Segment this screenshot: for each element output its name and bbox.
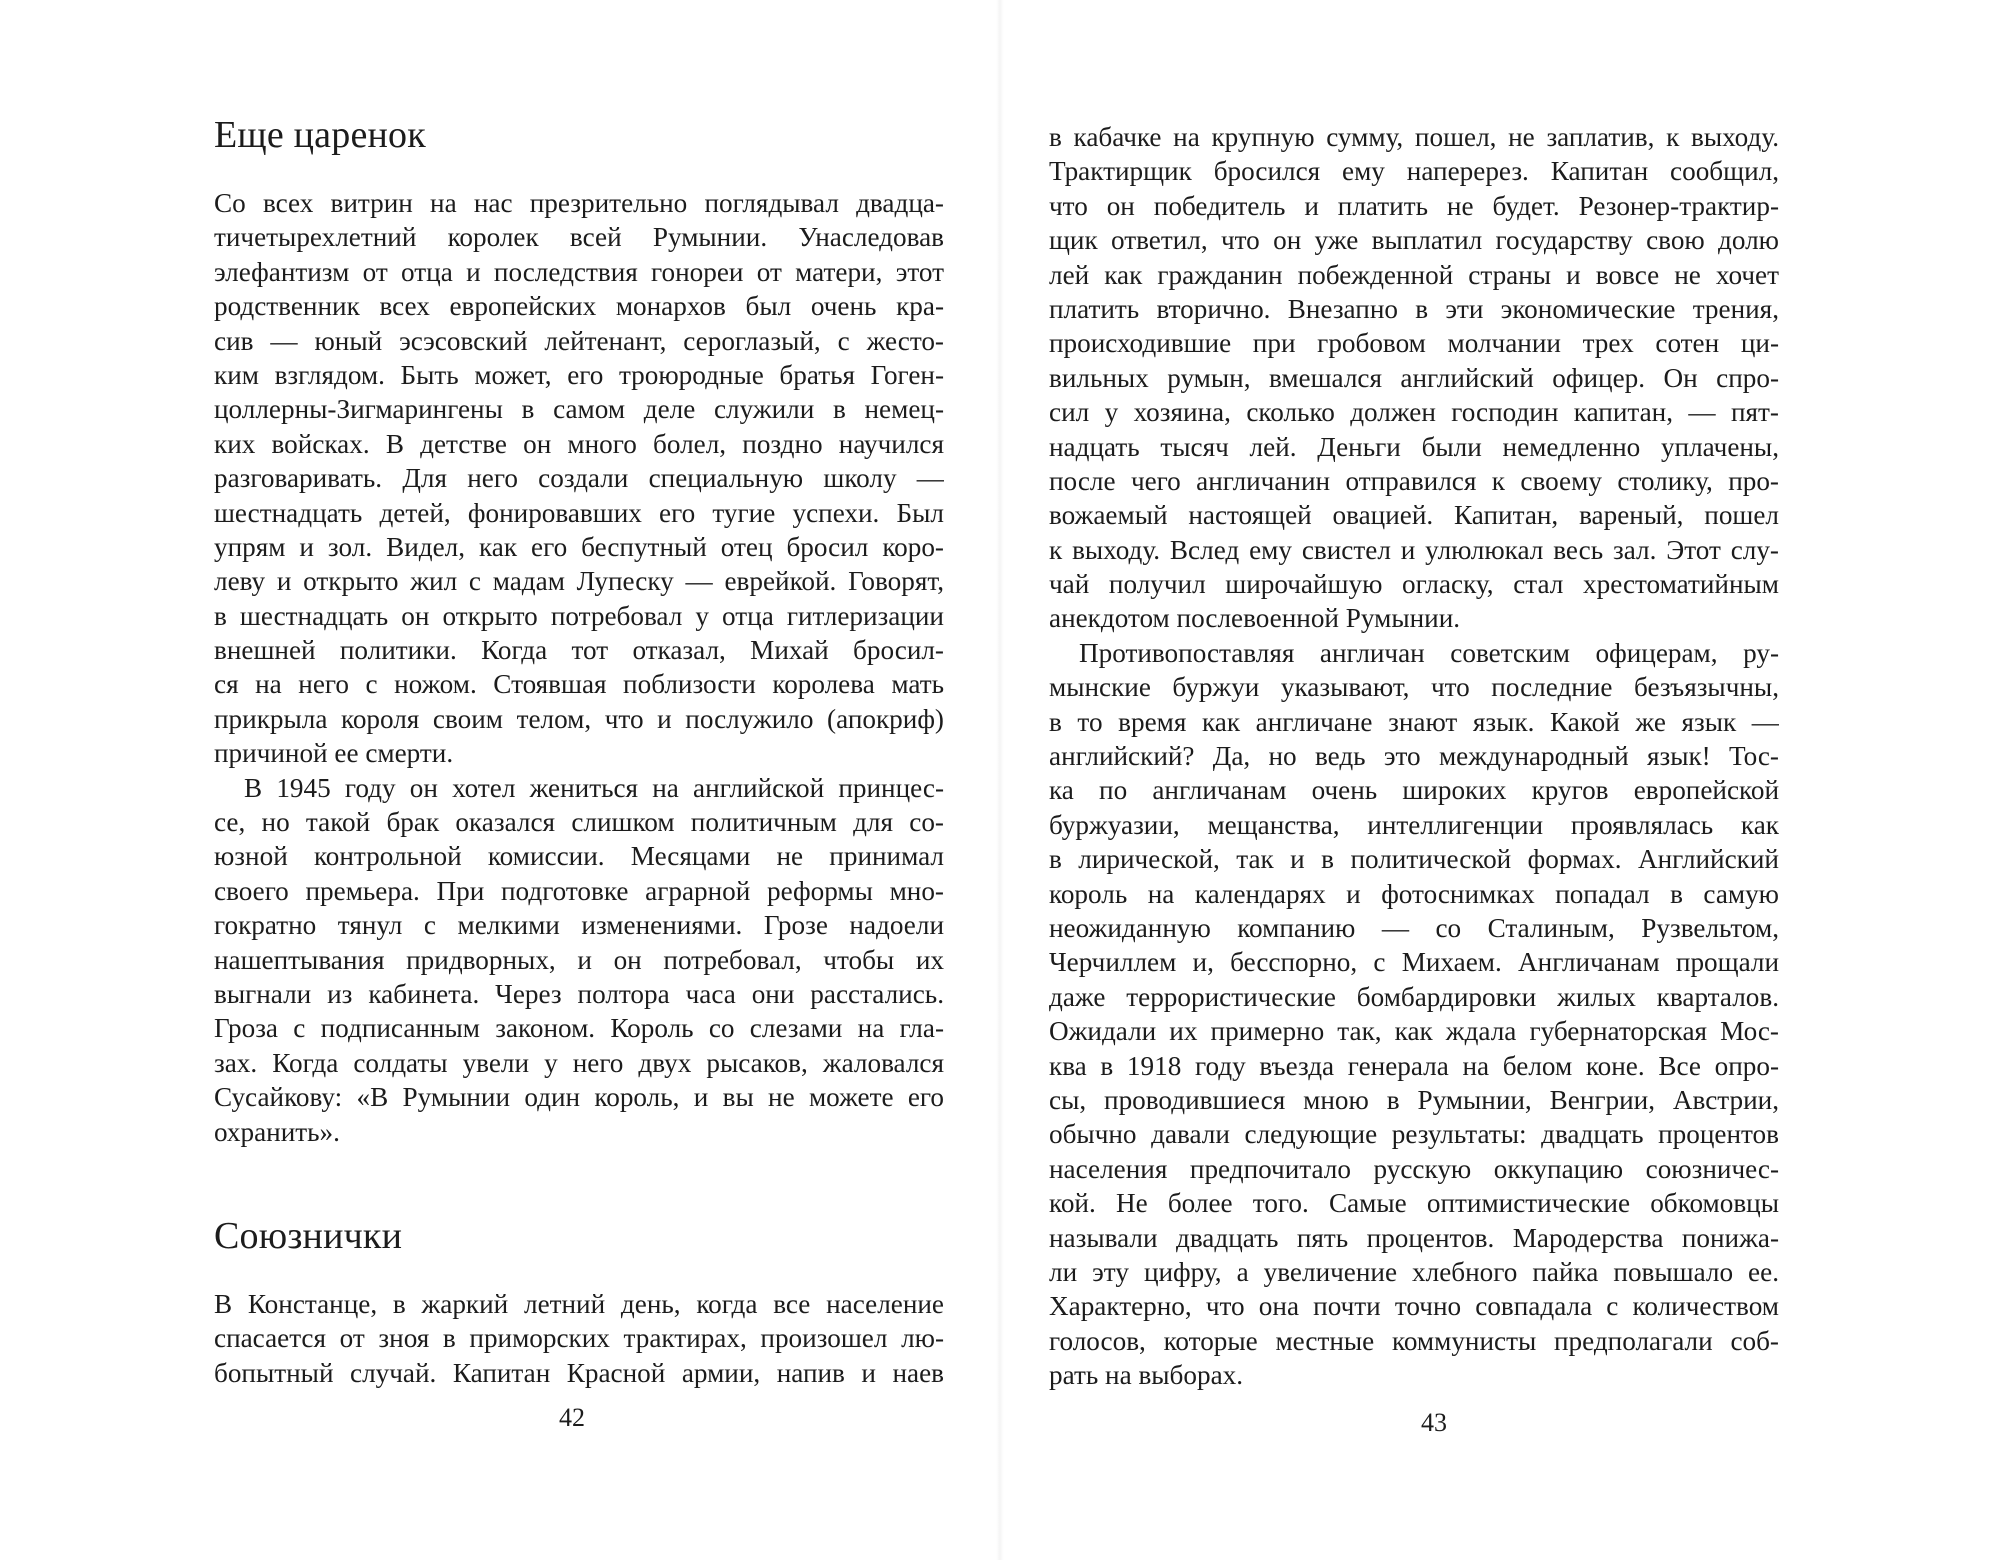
text-line: мынские буржуи указывают, что последние безъязычны, [1049, 672, 1779, 703]
text-line: надцать тысяч лей. Деньги были немедленно уплачены, [1049, 431, 1779, 462]
text-line: в лирической, так и в политической формах. Английский [1049, 844, 1779, 875]
text-line: внешней политики. Когда тот отказал, Михай бросил- [214, 635, 944, 666]
text-line: Характерно, что она почти точно совпадала с количеством [1049, 1291, 1779, 1322]
text-line: кой. Не более того. Самые оптимистические обкомовцы [1049, 1188, 1779, 1219]
text-line: бопытный случай. Капитан Красной армии, напив и наев [214, 1357, 944, 1388]
text-line: Противопоставляя англичан советским офицерам, ру- [1079, 637, 1779, 668]
text-line: тичетырехлетний королек всей Румынии. Унаследовав [214, 222, 944, 253]
text-line: юзной контрольной комиссии. Месяцами не принимал [214, 841, 944, 872]
left-page-text-column [214, 112, 944, 1390]
text-line: Со всех витрин на нас презрительно поглядывал двадца- [214, 188, 944, 218]
text-line: своего премьера. При подготовке аграрной реформы мно- [214, 875, 944, 906]
text-line: элефантизм от отца и последствия гонореи от матери, этот [214, 256, 944, 287]
text-line: нашептывания придворных, и он потребовал, чтобы их [214, 944, 944, 975]
text-line: Черчиллем и, бесспорно, с Михаем. Англичанам прощали [1049, 947, 1779, 978]
text-line: шестнадцать детей, фонировавших его тугие успехи. Был [214, 497, 944, 528]
section2-body [214, 1287, 944, 1390]
text-line: сы, проводившиеся мною в Румынии, Венгрии, Австрии, [1049, 1084, 1779, 1115]
text-line: к выходу. Вслед ему свистел и улюлюкал весь зал. Этот слу- [1049, 534, 1779, 565]
text-line: после чего англичанин отправился к своему столику, про- [1049, 465, 1779, 496]
text-line: В 1945 году он хотел жениться на английской принцес- [244, 772, 944, 803]
text-line: охранить». [214, 1116, 340, 1147]
text-line: что он победитель и платить не будет. Резонер-трактир- [1049, 190, 1779, 221]
text-line: Ожидали их примерно так, как ждала губернаторская Мос- [1049, 1016, 1779, 1047]
text-line: Трактирщик бросился ему наперерез. Капитан сообщил, [1049, 156, 1779, 187]
section-title-eshche-tsarenok: Еще царенок [214, 114, 426, 156]
text-line: неожиданную компанию — со Сталиным, Рузвельтом, [1049, 912, 1779, 943]
text-line: ка по англичанам очень широких кругов европейской [1049, 775, 1779, 806]
text-line: прикрыла короля своим телом, что и послужило (апокриф) [214, 703, 944, 734]
text-line: лей как гражданин побежденной страны и вовсе не хочет [1049, 259, 1779, 290]
text-line: леву и открыто жил с мадам Лупеску — еврейкой. Говорят, [214, 566, 944, 597]
text-line: даже террористические бомбардировки жилых кварталов. [1049, 981, 1779, 1012]
text-line: зах. Когда солдаты увели у него двух рысаков, жаловался [214, 1047, 944, 1078]
right-page [1000, 0, 2000, 1560]
text-line: населения предпочитало русскую оккупацию союзничес- [1049, 1153, 1779, 1184]
text-line: голосов, которые местные коммунисты предполагали соб- [1049, 1325, 1779, 1356]
text-line: происходившие при гробовом молчании трех сотен ци- [1049, 328, 1779, 359]
text-line: называли двадцать пять процентов. Мародерства понижа- [1049, 1222, 1779, 1253]
text-line: в то время как англичане знают язык. Какой же язык — [1049, 706, 1779, 737]
page-number-left: 42 [559, 1403, 585, 1432]
right-page-body [1049, 120, 1779, 1392]
text-line: сив — юный эсэсовский лейтенант, сероглазый, с жесто- [214, 325, 944, 356]
text-line: король на календарях и фотоснимках попадал в самую [1049, 878, 1779, 909]
text-line: в кабачке на крупную сумму, пошел, не заплатив, к выходу. [1049, 122, 1779, 152]
text-line: ква в 1918 году въезда генерала на белом коне. Все опро- [1049, 1050, 1779, 1081]
text-line: ли эту цифру, а увеличение хлебного пайка повышало ее. [1049, 1256, 1779, 1287]
text-line: буржуазии, мещанства, интеллигенции проявлялась как [1049, 809, 1779, 840]
text-line: платить вторично. Внезапно в эти экономические трения, [1049, 293, 1779, 324]
text-line: вильных румын, вмешался английский офицер. Он спро- [1049, 362, 1779, 393]
text-line: Гроза с подписанным законом. Король со слезами на гла- [214, 1013, 944, 1044]
text-line: выгнали из кабинета. Через полтора часа они расстались. [214, 978, 944, 1009]
text-line: английский? Да, но ведь это международный язык! Тос- [1049, 741, 1779, 772]
text-line: Сусайкову: «В Румынии один король, и вы не можете его [214, 1082, 944, 1113]
page-number-right: 43 [1421, 1408, 1447, 1437]
text-line: спасается от зноя в приморских трактирах, произошел лю- [214, 1323, 944, 1354]
text-line: рать на выборах. [1049, 1360, 1244, 1391]
text-line: в шестнадцать он открыто потребовал у отца гитлеризации [214, 600, 944, 631]
text-line: обычно давали следующие результаты: двадцать процентов [1049, 1119, 1779, 1150]
right-page-text-column [1049, 120, 1779, 1392]
text-line: се, но такой брак оказался слишком политичным для со- [214, 807, 944, 838]
section1-body [214, 186, 944, 1149]
text-line: анекдотом послевоенной Румынии. [1049, 603, 1461, 634]
text-line: щик ответил, что он уже выплатил государству свою долю [1049, 225, 1779, 256]
section-title-soyuznichki: Союзнички [214, 1214, 403, 1257]
text-line: вожаемый настоящей овацией. Капитан, вареный, пошел [1049, 500, 1779, 531]
text-line: ся на него с ножом. Стоявшая поблизости королева мать [214, 669, 944, 700]
text-line: причиной ее смерти. [214, 738, 454, 769]
text-line: упрям и зол. Видел, как его беспутный отец бросил коро- [214, 531, 944, 562]
text-line: разговаривать. Для него создали специальную школу — [214, 463, 944, 494]
text-line: чай получил широчайшую огласку, стал хрестоматийным [1049, 569, 1779, 600]
text-line: В Констанце, в жаркий летний день, когда все население [214, 1288, 944, 1319]
text-line: цоллерны-Зигмарингены в самом деле служили в немец- [214, 394, 944, 425]
text-line: ких войсках. В детстве он много болел, поздно научился [214, 428, 944, 459]
text-line: родственник всех европейских монархов был очень кра- [214, 291, 944, 322]
text-line: сил у хозяина, сколько должен господин капитан, — пят- [1049, 397, 1779, 428]
text-line: ким взглядом. Быть может, его троюродные братья Гоген- [214, 359, 944, 390]
text-line: гократно тянул с мелкими изменениями. Грозе надоели [214, 910, 944, 941]
